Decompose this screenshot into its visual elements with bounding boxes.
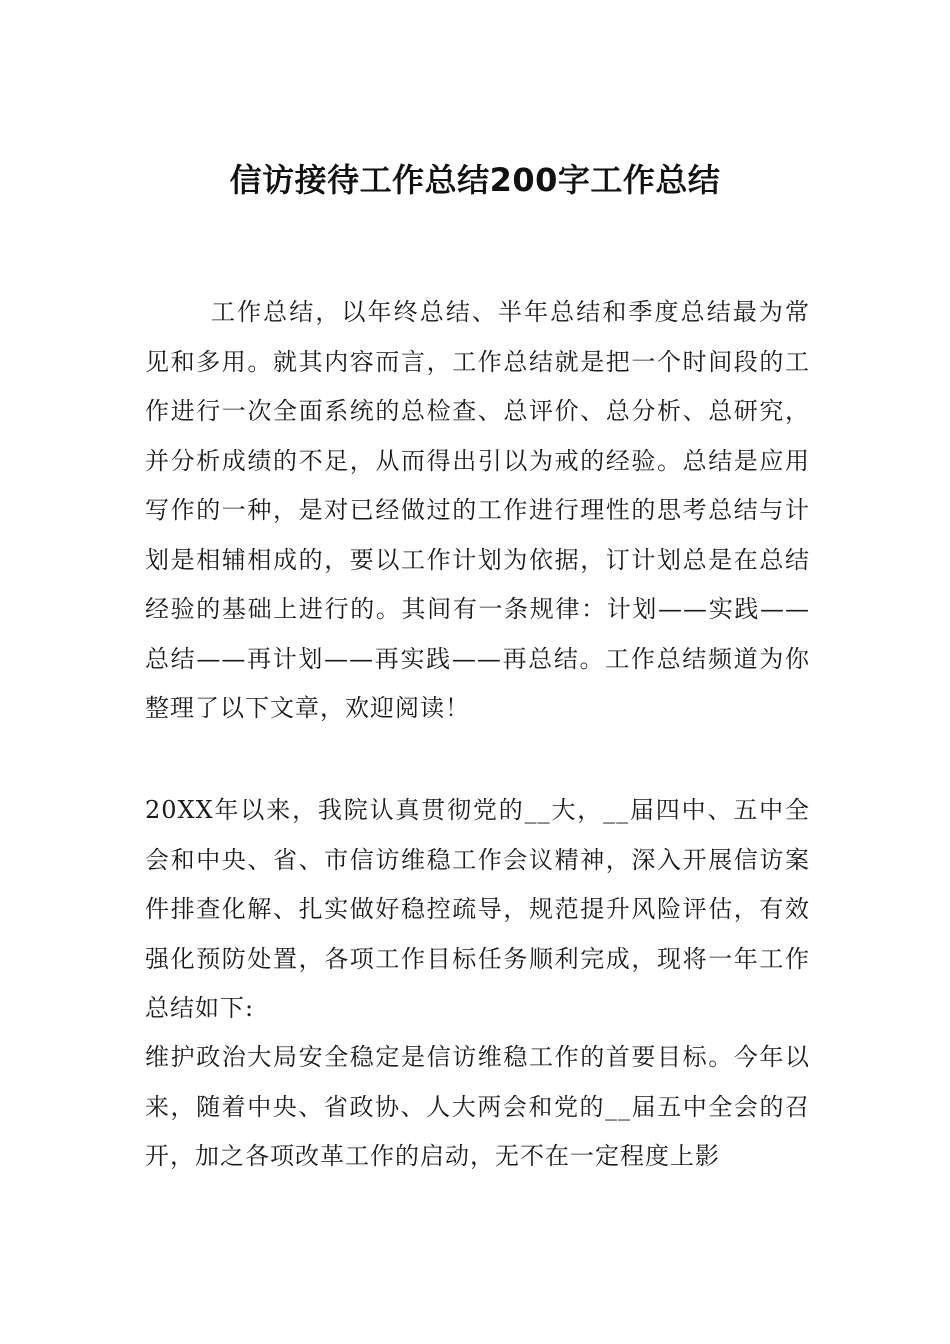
paragraph-summary-opening: 20XX年以来，我院认真贯彻党的__大，__届四中、五中全会和中央、省、市信访维稳工作会议精神，深入开展信访案件排查化解、扎实做好稳控疏导，规范提升风险评估，有效强化预防处置，各项工作目标任务顺利完成，现将一年工作总结如下: (145, 796, 810, 1022)
paragraph-stability-goal: 维护政治大局安全稳定是信访维稳工作的首要目标。今年以来，随着中央、省政协、人大两会和党的__届五中全会的召开，加之各项改革工作的启动，无不在一定程度上影 (145, 1043, 810, 1170)
document-title: 信访接待工作总结200字工作总结 (229, 161, 721, 199)
paragraph-intro: 工作总结，以年终总结、半年总结和季度总结最为常见和多用。就其内容而言，工作总结就是把一个时间段的工作进行一次全面系统的总检查、总评价、总分析、总研究，并分析成绩的不足，从而得出引以为戒的经验。总结是应用写作的一种，是对已经做过的工作进行理性的思考总结与计划是相辅相成的，要以工作计划为依据，订计划总是在总结经验的基础上进行的。其间有一条规律：计划——实践——总结——再计划——再实践——再总结。工作总结频道为你整理了以下文章，欢迎阅读！ (145, 298, 810, 722)
